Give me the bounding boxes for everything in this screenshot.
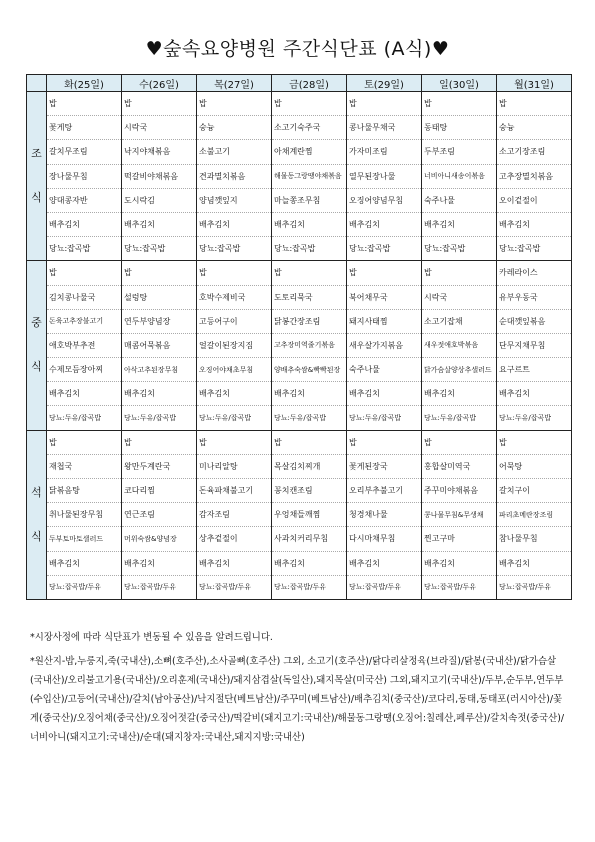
menu-item: 새우살가지볶음 xyxy=(347,334,421,358)
meal-label: 석 식 xyxy=(27,430,47,599)
day-header: 목(27일) xyxy=(197,75,272,92)
menu-item-list xyxy=(272,261,346,429)
menu-cell xyxy=(197,261,272,430)
meal-row xyxy=(27,430,572,599)
menu-item: 배추김치 xyxy=(47,213,121,237)
menu-item: 숙주나물 xyxy=(347,358,421,382)
menu-item: 돼지사태찜 xyxy=(347,310,421,334)
menu-item: 시락국 xyxy=(122,116,196,140)
menu-item: 돈육파채불고기 xyxy=(197,479,271,503)
menu-item-list xyxy=(347,92,421,260)
menu-cell xyxy=(272,92,347,261)
day-header: 일(30일) xyxy=(422,75,497,92)
menu-item: 숭늉 xyxy=(197,116,271,140)
menu-item-list xyxy=(122,92,196,260)
menu-cell xyxy=(122,430,197,599)
menu-item: 배추김치 xyxy=(272,382,346,406)
menu-item: 배추김치 xyxy=(347,552,421,576)
menu-item: 갈치구이 xyxy=(497,479,571,503)
day-header: 금(28일) xyxy=(272,75,347,92)
menu-item: 소고기장조림 xyxy=(497,140,571,164)
menu-item: 밥 xyxy=(47,431,121,455)
menu-item: 배추김치 xyxy=(47,552,121,576)
menu-item: 당뇨:두유/잡곡밥 xyxy=(349,414,402,423)
corner-cell xyxy=(27,75,47,92)
menu-item: 다시마채무침 xyxy=(347,527,421,551)
menu-item-list xyxy=(272,92,346,260)
menu-item-list xyxy=(497,261,571,429)
menu-item-list xyxy=(47,431,121,599)
menu-item: 숙주나물 xyxy=(422,189,496,213)
menu-item-list xyxy=(122,431,196,599)
menu-item: 배추김치 xyxy=(197,213,271,237)
menu-item: 닭가슴살양상추샐러드 xyxy=(422,358,496,382)
menu-cell xyxy=(122,92,197,261)
menu-item: 동태탕 xyxy=(422,116,496,140)
menu-item: 오징어야채초무침 xyxy=(197,358,271,382)
menu-item: 배추김치 xyxy=(347,213,421,237)
menu-item: 주꾸미야채볶음 xyxy=(422,479,496,503)
menu-item: 연두부양념장 xyxy=(122,310,196,334)
meal-label: 조 식 xyxy=(27,92,47,261)
menu-item: 미나리알탕 xyxy=(197,455,271,479)
menu-item: 배추김치 xyxy=(197,552,271,576)
menu-item: 돈육고추장불고기 xyxy=(47,310,121,334)
menu-body xyxy=(27,92,572,600)
menu-cell xyxy=(47,92,122,261)
menu-item: 밥 xyxy=(497,431,571,455)
menu-item: 두부토마토샐러드 xyxy=(47,527,121,551)
menu-item: 아삭고추된장무침 xyxy=(122,358,196,382)
menu-cell xyxy=(422,92,497,261)
menu-item: 당뇨:잡곡밥/두유 xyxy=(49,583,102,592)
menu-item-list xyxy=(47,92,121,260)
menu-item: 호박수제비국 xyxy=(197,286,271,310)
menu-item: 꽃게탕 xyxy=(47,116,121,140)
menu-item: 숭늉 xyxy=(497,116,571,140)
menu-item: 당뇨:두유/잡곡밥 xyxy=(424,414,477,423)
menu-item: 홍합살미역국 xyxy=(422,455,496,479)
menu-item-list xyxy=(272,431,346,599)
menu-item: 당뇨:잡곡밥/두유 xyxy=(274,583,327,592)
menu-item: 배추김치 xyxy=(497,382,571,406)
menu-item: 밥 xyxy=(347,261,421,285)
menu-item: 당뇨:잡곡밥 xyxy=(199,244,241,254)
menu-item: 밥 xyxy=(47,261,121,285)
menu-item: 당뇨:잡곡밥 xyxy=(124,244,166,254)
menu-item: 당뇨:두유/잡곡밥 xyxy=(199,414,252,423)
menu-item: 밥 xyxy=(347,92,421,116)
menu-cell xyxy=(272,430,347,599)
menu-item: 당뇨:잡곡밥 xyxy=(499,244,541,254)
menu-item: 밥 xyxy=(272,261,346,285)
menu-item: 꽃게된장국 xyxy=(347,455,421,479)
menu-item: 코다리찜 xyxy=(122,479,196,503)
menu-cell xyxy=(422,430,497,599)
menu-item-list xyxy=(347,431,421,599)
menu-item: 아채계란찜 xyxy=(272,140,346,164)
menu-item: 당뇨:잡곡밥/두유 xyxy=(349,583,402,592)
menu-item: 설렁탕 xyxy=(122,286,196,310)
menu-item: 어묵탕 xyxy=(497,455,571,479)
menu-item: 너비아니새송이볶음 xyxy=(422,165,496,189)
menu-item: 낙지야채볶음 xyxy=(122,140,196,164)
menu-item: 밥 xyxy=(422,92,496,116)
menu-item-list xyxy=(197,92,271,260)
menu-item: 밥 xyxy=(197,92,271,116)
day-header: 월(31일) xyxy=(497,75,572,92)
menu-item: 밥 xyxy=(122,431,196,455)
menu-item: 단무지채무침 xyxy=(497,334,571,358)
menu-item: 양배추숙쌈&빡빡된장 xyxy=(272,358,346,382)
menu-item: 오징어양념무침 xyxy=(347,189,421,213)
menu-item: 수제모듬장아찌 xyxy=(47,358,121,382)
menu-item: 콩나물무침&무생채 xyxy=(422,503,496,527)
menu-item: 양대콩자반 xyxy=(47,189,121,213)
menu-item-list xyxy=(422,261,496,429)
menu-item: 배추김치 xyxy=(272,213,346,237)
menu-item: 밥 xyxy=(272,92,346,116)
menu-item: 소불고기 xyxy=(197,140,271,164)
menu-cell xyxy=(47,261,122,430)
meal-row xyxy=(27,261,572,430)
menu-item: 배추김치 xyxy=(422,382,496,406)
menu-item-list xyxy=(347,261,421,429)
menu-item: 청경채나물 xyxy=(347,503,421,527)
menu-cell xyxy=(347,92,422,261)
menu-item: 목살김치찌개 xyxy=(272,455,346,479)
menu-item: 해물동그랑땡야채볶음 xyxy=(272,165,346,189)
menu-item: 파리초메란장조림 xyxy=(497,503,571,527)
menu-cell xyxy=(497,430,572,599)
menu-item: 소고기숙주국 xyxy=(272,116,346,140)
menu-item: 당뇨:잡곡밥/두유 xyxy=(199,583,252,592)
menu-item-list xyxy=(422,431,496,599)
day-header: 토(29일) xyxy=(347,75,422,92)
menu-item: 밥 xyxy=(122,261,196,285)
menu-item: 배추김치 xyxy=(122,213,196,237)
menu-item: 밥 xyxy=(122,92,196,116)
page-title: ♥숲속요양병원 주간식단표 (A식)♥ xyxy=(145,38,450,60)
menu-cell xyxy=(122,261,197,430)
menu-item: 순대깻잎볶음 xyxy=(497,310,571,334)
menu-cell xyxy=(197,92,272,261)
menu-item: 배추김치 xyxy=(422,552,496,576)
menu-item: 배추김치 xyxy=(197,382,271,406)
menu-item: 도토리묵국 xyxy=(272,286,346,310)
menu-item: 당뇨:두유/잡곡밥 xyxy=(124,414,177,423)
menu-item: 밥 xyxy=(422,431,496,455)
day-header-row xyxy=(27,75,572,92)
menu-item: 재첩국 xyxy=(47,455,121,479)
menu-cell xyxy=(197,430,272,599)
menu-cell xyxy=(422,261,497,430)
menu-item: 닭봉간장조림 xyxy=(272,310,346,334)
menu-item: 배추김치 xyxy=(122,552,196,576)
menu-item: 도시락김 xyxy=(122,189,196,213)
menu-item: 왕만두계란국 xyxy=(122,455,196,479)
menu-item: 북어채무국 xyxy=(347,286,421,310)
menu-item: 얼갈이된장지짐 xyxy=(197,334,271,358)
menu-cell xyxy=(497,261,572,430)
weekly-menu-table xyxy=(26,74,572,600)
menu-cell xyxy=(347,261,422,430)
menu-item: 갈치무조림 xyxy=(47,140,121,164)
menu-item: 당뇨:잡곡밥 xyxy=(49,244,91,254)
menu-item: 감자조림 xyxy=(197,503,271,527)
menu-item-list xyxy=(122,261,196,429)
menu-item: 새우젓애호박볶음 xyxy=(422,334,496,358)
menu-item: 당뇨:두유/잡곡밥 xyxy=(274,414,327,423)
menu-item: 매콤어묵볶음 xyxy=(122,334,196,358)
menu-item: 두부조림 xyxy=(422,140,496,164)
menu-item: 견과멸치볶음 xyxy=(197,165,271,189)
menu-item: 김치콩나물국 xyxy=(47,286,121,310)
origin-notice: *원산지-밥,누룽지,죽(국내산),소뼈(호주산),소사골뼈(호주산) 그외, 소고기(호주산)/닭다리살정육(브라질)/닭봉(국내산)/닭가슴살(국내산)/오리불고기용(국내산)/오리훈제(국내산)/돼지삼겹살(독일산),돼지목살(미국산) 그외,돼지고기(국내산)/두부,순두부,연두부(수입산)/고등어(국내산)/갈치(남아공산)/낙지절단(베트남산)/주꾸미(베트남산)/배추김치(중국산)/코다리,동태,동태포(러시아산)/꽃게(중국산)/오징어채(중국산)/오징어젓갈(중국산)/떡갈비(돼지고기:국내산)/해물동그랑땡(오징어:칠레산,페루산)/갈치속젓(중국산)/너비아니(돼지고기:국내산)/순대(돼지창자:국내산,돼지지방:국내산) xyxy=(30,656,565,743)
menu-item: 당뇨:잡곡밥/두유 xyxy=(124,583,177,592)
meal-label: 중 식 xyxy=(27,261,47,430)
menu-item: 당뇨:잡곡밥 xyxy=(274,244,316,254)
menu-item: 마늘쫑조무침 xyxy=(272,189,346,213)
menu-item: 유부우동국 xyxy=(497,286,571,310)
menu-item: 밥 xyxy=(197,261,271,285)
menu-item: 상추겉절이 xyxy=(197,527,271,551)
menu-item: 밥 xyxy=(197,431,271,455)
menu-item: 애호박부추전 xyxy=(47,334,121,358)
menu-item: 당뇨:두유/잡곡밥 xyxy=(499,414,552,423)
change-notice: *시장사정에 따라 식단표가 변동될 수 있음을 알려드립니다. xyxy=(30,632,273,643)
menu-item: 연근조림 xyxy=(122,503,196,527)
menu-item: 우엉채들깨찜 xyxy=(272,503,346,527)
menu-item: 닭볶음탕 xyxy=(47,479,121,503)
menu-item-list xyxy=(197,261,271,429)
menu-item: 배추김치 xyxy=(497,213,571,237)
menu-item: 양념깻잎지 xyxy=(197,189,271,213)
menu-item-list xyxy=(497,92,571,260)
menu-item: 찐고구마 xyxy=(422,527,496,551)
menu-item: 카레라이스 xyxy=(497,261,571,285)
menu-item: 당뇨:잡곡밥/두유 xyxy=(424,583,477,592)
menu-item: 배추김치 xyxy=(347,382,421,406)
day-header: 수(26일) xyxy=(122,75,197,92)
menu-item: 가자미조림 xyxy=(347,140,421,164)
menu-item-list xyxy=(422,92,496,260)
menu-item: 밥 xyxy=(497,92,571,116)
menu-item: 당뇨:두유/잡곡밥 xyxy=(49,414,102,423)
menu-item-list xyxy=(497,431,571,599)
menu-item: 오이겉절이 xyxy=(497,189,571,213)
menu-item: 소고기잡채 xyxy=(422,310,496,334)
menu-item: 배추김치 xyxy=(272,552,346,576)
menu-item: 당뇨:잡곡밥 xyxy=(424,244,466,254)
menu-item: 장나물무침 xyxy=(47,165,121,189)
day-header: 화(25일) xyxy=(47,75,122,92)
menu-item: 열무된장나물 xyxy=(347,165,421,189)
menu-item: 밥 xyxy=(47,92,121,116)
menu-item: 오리부추불고기 xyxy=(347,479,421,503)
menu-item: 배추김치 xyxy=(47,382,121,406)
menu-item: 고등어구이 xyxy=(197,310,271,334)
menu-item: 고추장미역줄기볶음 xyxy=(272,334,346,358)
menu-item: 취나물된장무침 xyxy=(47,503,121,527)
menu-cell xyxy=(347,430,422,599)
menu-cell xyxy=(497,92,572,261)
menu-item: 밥 xyxy=(347,431,421,455)
menu-item: 사과치커리무침 xyxy=(272,527,346,551)
menu-item: 참나물무침 xyxy=(497,527,571,551)
menu-item: 고추장멸치볶음 xyxy=(497,165,571,189)
menu-item: 요구르트 xyxy=(497,358,571,382)
menu-item: 꽁치캔조림 xyxy=(272,479,346,503)
menu-item: 머위숙쌈&양념장 xyxy=(122,527,196,551)
menu-item: 밥 xyxy=(272,431,346,455)
menu-item: 떡갈비야채볶음 xyxy=(122,165,196,189)
menu-item: 콩나물무채국 xyxy=(347,116,421,140)
menu-item: 밥 xyxy=(422,261,496,285)
menu-cell xyxy=(47,430,122,599)
menu-item-list xyxy=(47,261,121,429)
menu-item: 배추김치 xyxy=(122,382,196,406)
menu-item: 당뇨:잡곡밥 xyxy=(349,244,391,254)
menu-item: 시락국 xyxy=(422,286,496,310)
menu-item: 당뇨:잡곡밥/두유 xyxy=(499,583,552,592)
menu-item-list xyxy=(197,431,271,599)
menu-item: 배추김치 xyxy=(422,213,496,237)
meal-row xyxy=(27,92,572,261)
menu-item: 배추김치 xyxy=(497,552,571,576)
menu-cell xyxy=(272,261,347,430)
